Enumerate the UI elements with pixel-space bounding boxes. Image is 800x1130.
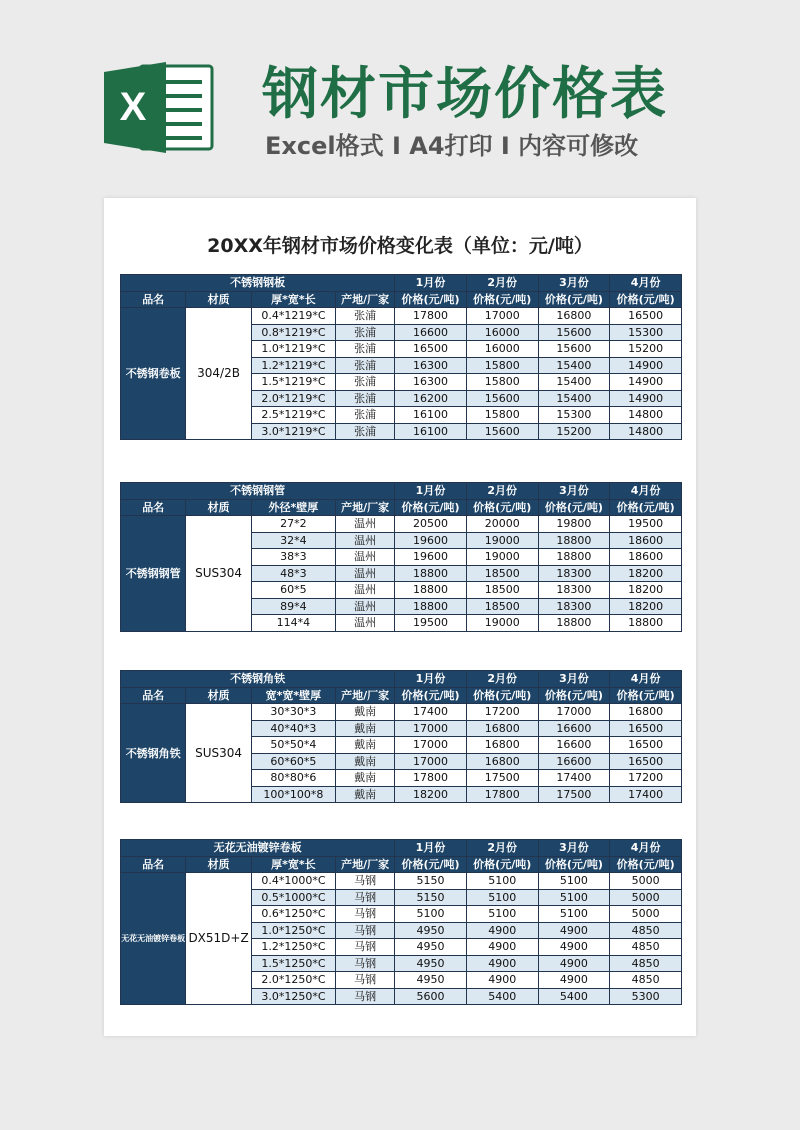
table-cell: 温州 <box>336 549 395 566</box>
table-cell: 马钢 <box>336 972 395 989</box>
month-header-cell: 2月份 <box>466 275 538 292</box>
table-cell: 19600 <box>395 532 467 549</box>
excel-logo-icon <box>100 60 220 155</box>
table-cell: 16800 <box>466 737 538 754</box>
table-cell: 4950 <box>395 939 467 956</box>
column-header-cell: 外径*壁厚 <box>251 499 335 516</box>
column-header-cell: 材质 <box>186 499 251 516</box>
table-cell: 60*60*5 <box>251 753 335 770</box>
table-cell: 5300 <box>610 988 682 1005</box>
column-header-cell: 产地/厂家 <box>336 499 395 516</box>
table-cell: 温州 <box>336 615 395 632</box>
column-header-cell: 材质 <box>186 291 251 308</box>
table-cell: 18300 <box>538 582 610 599</box>
table-cell: 16000 <box>466 341 538 358</box>
table-cell: 4850 <box>610 955 682 972</box>
material-cell: SUS304 <box>186 516 251 632</box>
column-header-cell: 价格(元/吨) <box>610 856 682 873</box>
table-cell: 14900 <box>610 390 682 407</box>
month-header-cell: 4月份 <box>610 840 682 857</box>
table-cell: 48*3 <box>251 565 335 582</box>
column-header-cell: 产地/厂家 <box>336 687 395 704</box>
price-table <box>120 839 682 1005</box>
table-cell: 戴南 <box>336 753 395 770</box>
column-header-cell: 品名 <box>121 291 186 308</box>
table-cell: 2.0*1219*C <box>251 390 335 407</box>
table-cell: 17000 <box>395 737 467 754</box>
table-cell: 2.5*1219*C <box>251 407 335 424</box>
table-cell: 4950 <box>395 922 467 939</box>
table-header-row <box>121 671 682 688</box>
column-header-cell: 材质 <box>186 687 251 704</box>
table-row <box>121 516 682 533</box>
month-header-cell: 4月份 <box>610 275 682 292</box>
table-cell: 温州 <box>336 532 395 549</box>
group-header-cell: 不锈钢钢管 <box>121 483 395 500</box>
table-cell: 张浦 <box>336 308 395 325</box>
table-cell: 20500 <box>395 516 467 533</box>
table-cell: 5100 <box>466 889 538 906</box>
table-cell: 5100 <box>538 873 610 890</box>
table-cell: 18200 <box>610 582 682 599</box>
table-cell: 马钢 <box>336 939 395 956</box>
table-cell: 15200 <box>610 341 682 358</box>
product-name-cell: 不锈钢角铁 <box>121 704 186 803</box>
column-header-cell: 价格(元/吨) <box>538 687 610 704</box>
month-header-cell: 2月份 <box>466 840 538 857</box>
table-cell: 5100 <box>466 873 538 890</box>
table-cell: 19000 <box>466 532 538 549</box>
table-cell: 14800 <box>610 423 682 440</box>
table-cell: 5150 <box>395 873 467 890</box>
column-header-cell: 品名 <box>121 499 186 516</box>
table-cell: 80*80*6 <box>251 770 335 787</box>
page-subtitle: Excel格式 I A4打印 I 内容可修改 <box>265 132 639 160</box>
table-cell: 张浦 <box>336 390 395 407</box>
table-cell: 温州 <box>336 598 395 615</box>
column-header-cell: 价格(元/吨) <box>395 499 467 516</box>
table-cell: 5100 <box>466 906 538 923</box>
group-header-cell: 不锈钢钢板 <box>121 275 395 292</box>
table-cell: 0.8*1219*C <box>251 324 335 341</box>
month-header-cell: 4月份 <box>610 483 682 500</box>
table-row <box>121 308 682 325</box>
table-cell: 马钢 <box>336 922 395 939</box>
table-cell: 100*100*8 <box>251 786 335 803</box>
table-cell: 1.5*1250*C <box>251 955 335 972</box>
table-cell: 4950 <box>395 955 467 972</box>
column-header-cell: 价格(元/吨) <box>395 856 467 873</box>
table-cell: 114*4 <box>251 615 335 632</box>
table-cell: 马钢 <box>336 873 395 890</box>
table-cell: 15800 <box>466 357 538 374</box>
table-header-row <box>121 483 682 500</box>
table-cell: 18500 <box>466 565 538 582</box>
table-cell: 27*2 <box>251 516 335 533</box>
table-cell: 4900 <box>538 972 610 989</box>
table-cell: 0.5*1000*C <box>251 889 335 906</box>
material-cell: 304/2B <box>186 308 251 440</box>
month-header-cell: 1月份 <box>395 671 467 688</box>
column-header-cell: 价格(元/吨) <box>466 499 538 516</box>
column-header-cell: 价格(元/吨) <box>466 687 538 704</box>
table-cell: 16300 <box>395 357 467 374</box>
table-cell: 18800 <box>395 582 467 599</box>
column-header-cell: 宽*宽*壁厚 <box>251 687 335 704</box>
table-cell: 19000 <box>466 615 538 632</box>
month-header-cell: 3月份 <box>538 483 610 500</box>
table-cell: 温州 <box>336 565 395 582</box>
table-cell: 14900 <box>610 374 682 391</box>
table-cell: 5000 <box>610 906 682 923</box>
table-cell: 18200 <box>610 598 682 615</box>
column-header-cell: 价格(元/吨) <box>610 499 682 516</box>
table-cell: 16600 <box>538 720 610 737</box>
table-cell: 17000 <box>538 704 610 721</box>
table-cell: 戴南 <box>336 720 395 737</box>
table-cell: 18600 <box>610 532 682 549</box>
table-cell: 19000 <box>466 549 538 566</box>
table-cell: 18800 <box>395 598 467 615</box>
table-cell: 张浦 <box>336 341 395 358</box>
spreadsheet-page <box>104 198 696 1036</box>
column-header-cell: 产地/厂家 <box>336 291 395 308</box>
table-cell: 15600 <box>538 324 610 341</box>
table-cell: 15800 <box>466 374 538 391</box>
table-row <box>121 704 682 721</box>
table-cell: 戴南 <box>336 770 395 787</box>
table-cell: 17200 <box>610 770 682 787</box>
table-cell: 40*40*3 <box>251 720 335 737</box>
table-cell: 17000 <box>395 753 467 770</box>
table-cell: 3.0*1219*C <box>251 423 335 440</box>
price-table <box>120 274 682 440</box>
table-cell: 4900 <box>538 955 610 972</box>
table-cell: 30*30*3 <box>251 704 335 721</box>
table-cell: 16800 <box>466 720 538 737</box>
product-name-cell: 不锈钢卷板 <box>121 308 186 440</box>
table-cell: 4900 <box>466 972 538 989</box>
table-cell: 16600 <box>395 324 467 341</box>
table-cell: 戴南 <box>336 737 395 754</box>
column-header-cell: 厚*宽*长 <box>251 856 335 873</box>
table-cell: 16600 <box>538 737 610 754</box>
group-header-cell: 无花无油镀锌卷板 <box>121 840 395 857</box>
table-cell: 18500 <box>466 582 538 599</box>
table-cell: 18500 <box>466 598 538 615</box>
table-cell: 16500 <box>610 308 682 325</box>
table-cell: 张浦 <box>336 407 395 424</box>
table-cell: 4850 <box>610 972 682 989</box>
table-cell: 戴南 <box>336 704 395 721</box>
table-cell: 18800 <box>538 615 610 632</box>
table-cell: 16800 <box>538 308 610 325</box>
table-cell: 4900 <box>538 922 610 939</box>
table-cell: 15400 <box>538 374 610 391</box>
page-title: 钢材市场价格表 <box>262 62 668 127</box>
table-cell: 18300 <box>538 598 610 615</box>
column-header-cell: 价格(元/吨) <box>610 291 682 308</box>
material-cell: SUS304 <box>186 704 251 803</box>
table-cell: 15300 <box>610 324 682 341</box>
table-row <box>121 873 682 890</box>
table-cell: 温州 <box>336 516 395 533</box>
column-header-cell: 品名 <box>121 856 186 873</box>
table-cell: 17400 <box>610 786 682 803</box>
table-header-row <box>121 856 682 873</box>
table-cell: 16300 <box>395 374 467 391</box>
product-name-cell: 无花无油镀锌卷板 <box>121 873 186 1005</box>
month-header-cell: 1月份 <box>395 483 467 500</box>
svg-text:X: X <box>119 85 147 129</box>
table-cell: 5000 <box>610 873 682 890</box>
table-cell: 15400 <box>538 390 610 407</box>
table-cell: 19600 <box>395 549 467 566</box>
month-header-cell: 3月份 <box>538 840 610 857</box>
table-cell: 18800 <box>538 532 610 549</box>
table-cell: 15600 <box>538 341 610 358</box>
column-header-cell: 价格(元/吨) <box>538 291 610 308</box>
table-cell: 张浦 <box>336 374 395 391</box>
table-cell: 5100 <box>538 906 610 923</box>
table-cell: 16500 <box>610 753 682 770</box>
table-cell: 马钢 <box>336 889 395 906</box>
document-title: 20XX年钢材市场价格变化表（单位：元/吨） <box>207 235 593 257</box>
table-cell: 18600 <box>610 549 682 566</box>
table-cell: 1.0*1219*C <box>251 341 335 358</box>
table-cell: 1.2*1219*C <box>251 357 335 374</box>
column-header-cell: 价格(元/吨) <box>538 499 610 516</box>
table-cell: 5400 <box>538 988 610 1005</box>
table-cell: 17400 <box>395 704 467 721</box>
table-cell: 19800 <box>538 516 610 533</box>
table-cell: 18800 <box>538 549 610 566</box>
table-cell: 15800 <box>466 407 538 424</box>
column-header-cell: 价格(元/吨) <box>610 687 682 704</box>
table-cell: 19500 <box>395 615 467 632</box>
table-cell: 18300 <box>538 565 610 582</box>
table-cell: 4900 <box>466 922 538 939</box>
product-name-cell: 不锈钢钢管 <box>121 516 186 632</box>
table-cell: 17200 <box>466 704 538 721</box>
table-header-row <box>121 275 682 292</box>
table-header-row <box>121 840 682 857</box>
table-cell: 16500 <box>610 737 682 754</box>
table-cell: 50*50*4 <box>251 737 335 754</box>
table-cell: 18200 <box>395 786 467 803</box>
table-cell: 4950 <box>395 972 467 989</box>
table-cell: 16500 <box>610 720 682 737</box>
table-cell: 1.0*1250*C <box>251 922 335 939</box>
table-cell: 张浦 <box>336 324 395 341</box>
column-header-cell: 价格(元/吨) <box>395 291 467 308</box>
month-header-cell: 3月份 <box>538 275 610 292</box>
table-cell: 马钢 <box>336 906 395 923</box>
table-cell: 17800 <box>395 308 467 325</box>
table-cell: 38*3 <box>251 549 335 566</box>
table-header-row <box>121 291 682 308</box>
table-cell: 马钢 <box>336 988 395 1005</box>
table-cell: 0.4*1219*C <box>251 308 335 325</box>
table-cell: 17800 <box>395 770 467 787</box>
table-cell: 16600 <box>538 753 610 770</box>
table-cell: 18800 <box>610 615 682 632</box>
table-cell: 16200 <box>395 390 467 407</box>
table-cell: 15300 <box>538 407 610 424</box>
table-cell: 15600 <box>466 390 538 407</box>
table-cell: 16100 <box>395 407 467 424</box>
table-cell: 17800 <box>466 786 538 803</box>
price-table <box>120 482 682 632</box>
table-cell: 1.5*1219*C <box>251 374 335 391</box>
table-cell: 5600 <box>395 988 467 1005</box>
table-cell: 0.6*1250*C <box>251 906 335 923</box>
table-cell: 15200 <box>538 423 610 440</box>
table-cell: 0.4*1000*C <box>251 873 335 890</box>
table-cell: 17500 <box>538 786 610 803</box>
table-cell: 张浦 <box>336 357 395 374</box>
table-cell: 马钢 <box>336 955 395 972</box>
table-cell: 4850 <box>610 922 682 939</box>
column-header-cell: 厚*宽*长 <box>251 291 335 308</box>
price-table <box>120 670 682 803</box>
table-cell: 89*4 <box>251 598 335 615</box>
table-cell: 温州 <box>336 582 395 599</box>
table-cell: 18800 <box>395 565 467 582</box>
table-cell: 14800 <box>610 407 682 424</box>
group-header-cell: 不锈钢角铁 <box>121 671 395 688</box>
table-cell: 19500 <box>610 516 682 533</box>
table-cell: 60*5 <box>251 582 335 599</box>
table-cell: 16100 <box>395 423 467 440</box>
table-cell: 32*4 <box>251 532 335 549</box>
column-header-cell: 品名 <box>121 687 186 704</box>
table-cell: 戴南 <box>336 786 395 803</box>
month-header-cell: 1月份 <box>395 840 467 857</box>
table-cell: 4900 <box>466 955 538 972</box>
table-cell: 5150 <box>395 889 467 906</box>
table-cell: 17500 <box>466 770 538 787</box>
table-cell: 5100 <box>538 889 610 906</box>
month-header-cell: 3月份 <box>538 671 610 688</box>
table-cell: 17000 <box>395 720 467 737</box>
table-cell: 20000 <box>466 516 538 533</box>
table-cell: 16800 <box>466 753 538 770</box>
table-cell: 5100 <box>395 906 467 923</box>
table-header-row <box>121 499 682 516</box>
table-cell: 18200 <box>610 565 682 582</box>
table-cell: 5400 <box>466 988 538 1005</box>
table-cell: 1.2*1250*C <box>251 939 335 956</box>
page-header <box>0 0 800 190</box>
table-cell: 2.0*1250*C <box>251 972 335 989</box>
month-header-cell: 2月份 <box>466 671 538 688</box>
table-cell: 16000 <box>466 324 538 341</box>
table-cell: 16800 <box>610 704 682 721</box>
table-cell: 5000 <box>610 889 682 906</box>
table-cell: 3.0*1250*C <box>251 988 335 1005</box>
table-cell: 16500 <box>395 341 467 358</box>
table-cell: 14900 <box>610 357 682 374</box>
table-cell: 15400 <box>538 357 610 374</box>
table-cell: 4900 <box>466 939 538 956</box>
table-cell: 15600 <box>466 423 538 440</box>
material-cell: DX51D+Z <box>186 873 251 1005</box>
column-header-cell: 价格(元/吨) <box>538 856 610 873</box>
column-header-cell: 价格(元/吨) <box>395 687 467 704</box>
month-header-cell: 2月份 <box>466 483 538 500</box>
month-header-cell: 1月份 <box>395 275 467 292</box>
table-cell: 17000 <box>466 308 538 325</box>
column-header-cell: 价格(元/吨) <box>466 291 538 308</box>
table-cell: 17400 <box>538 770 610 787</box>
table-cell: 4850 <box>610 939 682 956</box>
table-header-row <box>121 687 682 704</box>
table-cell: 4900 <box>538 939 610 956</box>
column-header-cell: 价格(元/吨) <box>466 856 538 873</box>
column-header-cell: 产地/厂家 <box>336 856 395 873</box>
table-cell: 张浦 <box>336 423 395 440</box>
column-header-cell: 材质 <box>186 856 251 873</box>
month-header-cell: 4月份 <box>610 671 682 688</box>
